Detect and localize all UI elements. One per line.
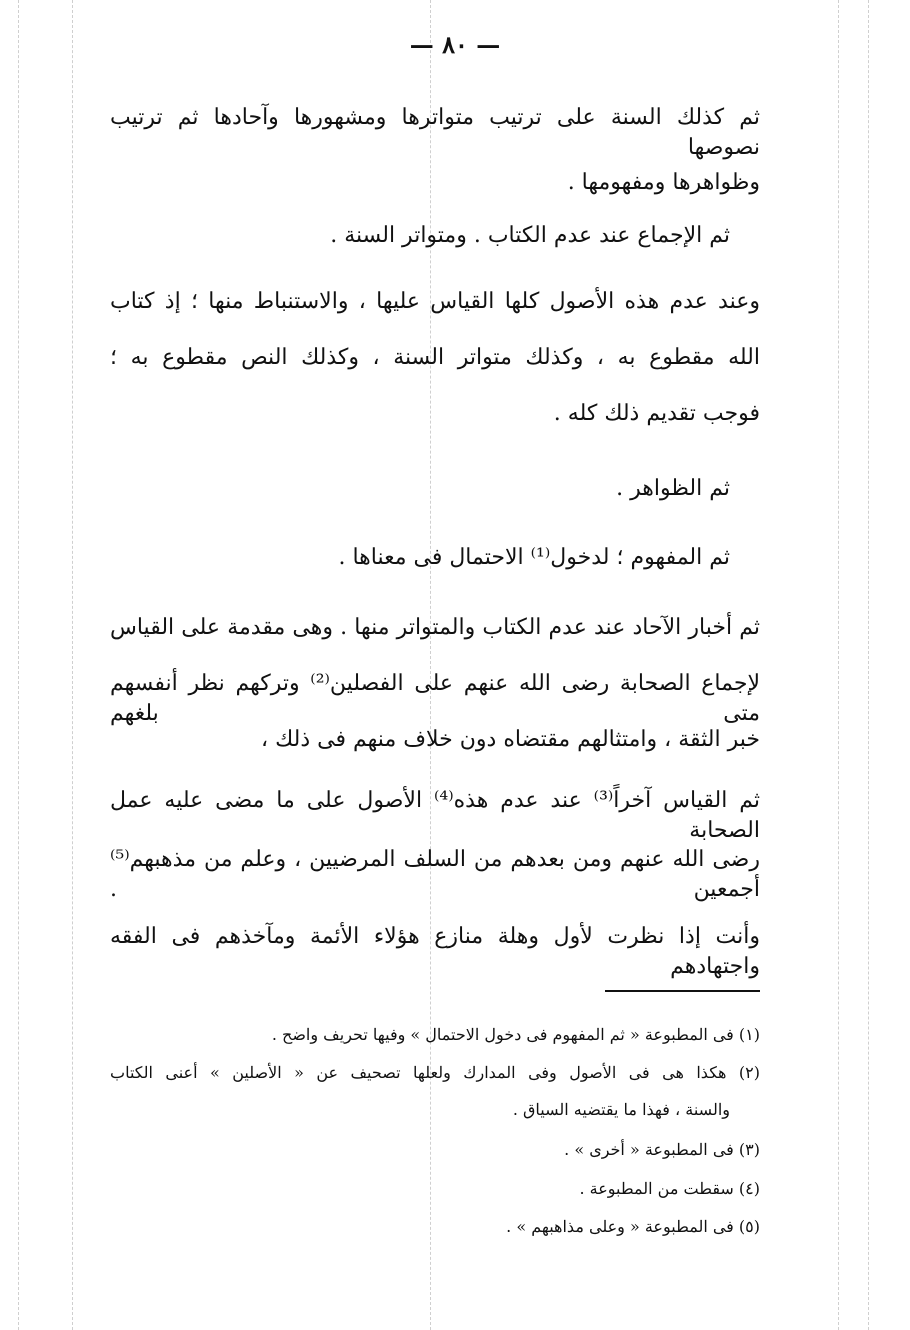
body-line-4: وعند عدم هذه الأصول كلها القياس عليها ، والاستنباط منها ؛ إذ كتاب [110,289,760,314]
body-line-12: ثم القياس آخراً⁽³⁾ عند عدم هذه⁽⁴⁾ الأصول على ما مضى عليه عمل الصحابة [110,788,760,843]
footnote-1: (١) فى المطبوعة « ثم المفهوم فى دخول الاحتمال » وفيها تحريف واضح . [271,1025,760,1044]
body-line-10: لإجماع الصحابة رضى الله عنهم على الفصلين⁽²⁾ وتركهم نظر أنفسهم متى بلغهم [110,671,761,726]
body-line-14: وأنت إذا نظرت لأول وهلة منازع هؤلاء الأئمة ومآخذهم فى الفقه واجتهادهم [110,924,760,979]
page-number: — ٨٠ — [409,30,501,59]
scan-guide-line [18,0,19,1330]
footnote-2: (٢) هكذا هى فى الأصول وفى المدارك ولعلها تصحيف عن « الأصلين » أعنى الكتاب [110,1063,760,1082]
footnote-5: (٥) فى المطبوعة « وعلى مذاهبهم » . [506,1217,760,1236]
body-line-3: ثم الإجماع عند عدم الكتاب . ومتواتر السنة . [330,223,730,248]
body-line-9: ثم أخبار الآحاد عند عدم الكتاب والمتواتر منها . وهى مقدمة على القياس [110,615,760,640]
body-line-7: ثم الظواهر . [616,476,730,501]
footnote-4: (٤) سقطت من المطبوعة . [579,1179,760,1198]
footnote-divider [605,990,760,992]
body-line-2: وظواهرها ومفهومها . [567,170,760,195]
body-line-11: خبر الثقة ، وامتثالهم مقتضاه دون خلاف منهم فى ذلك ، [261,727,760,752]
scan-guide-line [430,0,431,1330]
footnote-3: (٣) فى المطبوعة « أخرى » . [564,1140,760,1159]
body-line-1: ثم كذلك السنة على ترتيب متواترها ومشهورها وآحادها ثم ترتيب نصوصها [110,105,760,160]
body-line-6: فوجب تقديم ذلك كله . [553,401,760,426]
scan-guide-line [838,0,839,1330]
body-line-8: ثم المفهوم ؛ لدخول⁽¹⁾ الاحتمال فى معناها . [338,545,730,570]
scan-guide-line [868,0,869,1330]
scan-guide-line [72,0,73,1330]
body-line-13: رضى الله عنهم ومن بعدهم من السلف المرضيين ، وعلم من مذهبهم⁽⁵⁾ أجمعين . [110,847,760,902]
body-line-5: الله مقطوع به ، وكذلك متواتر السنة ، وكذلك النص مقطوع به ؛ [110,345,760,370]
footnote-2-continuation: والسنة ، فهذا ما يقتضيه السياق . [512,1100,730,1119]
